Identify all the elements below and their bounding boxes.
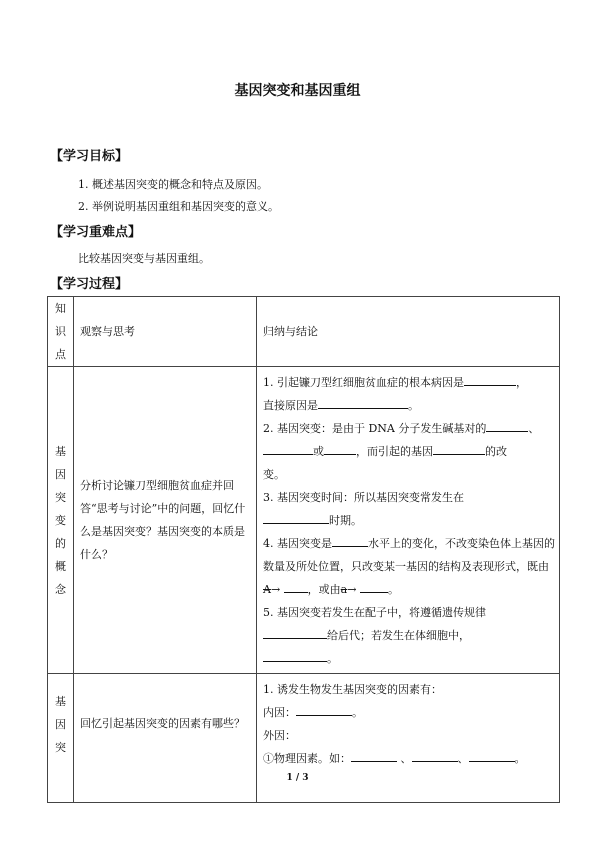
fill-blank[interactable]: [332, 533, 368, 547]
cause-physical: ①物理因素。如： 、 、 。: [263, 747, 559, 770]
page-number: 1 / 3: [286, 773, 309, 783]
section-heading-goals: 【学习目标】: [50, 149, 129, 164]
topic-char: 概: [55, 559, 66, 573]
cause-internal: 内因： 。: [263, 701, 559, 724]
fill-blank[interactable]: [263, 648, 327, 662]
fill-blank[interactable]: [263, 441, 313, 455]
fill-blank[interactable]: [486, 418, 528, 432]
header-knowledge-point: [48, 297, 74, 367]
header-char: 点: [55, 348, 66, 361]
conclusion-cell: [257, 674, 560, 803]
header-char: 识: [55, 325, 66, 338]
fill-blank[interactable]: [318, 395, 408, 409]
fill-blank[interactable]: [469, 748, 515, 762]
arrow-icon: →: [347, 582, 357, 596]
keypoint-text: 比较基因突变与基因重组。: [78, 252, 210, 265]
fill-blank[interactable]: [324, 441, 356, 455]
topic-char: 基: [55, 444, 66, 458]
conclusion-item-5c: 。: [263, 647, 559, 670]
fill-blank[interactable]: [263, 510, 329, 524]
conclusion-item-4b: A→ ，或由a→ 。: [263, 578, 559, 601]
table-row: [48, 367, 560, 674]
section-heading-process: 【学习过程】: [50, 277, 129, 292]
topic-char: 念: [55, 582, 66, 596]
goal-item-1: 1. 概述基因突变的概念和特点及原因。: [78, 178, 268, 191]
conclusion-item-2b: 或 ，而引起的基因 的改: [263, 440, 559, 463]
observe-question: 分析讨论镰刀型细胞贫血症并回答“思考与讨论”中的问题，回忆什么是基因突变？基因突变的本质是什么？: [74, 367, 257, 674]
cause-external: 外因：: [263, 729, 296, 742]
fill-blank[interactable]: [412, 748, 458, 762]
fill-blank[interactable]: [263, 625, 327, 639]
row-topic-gene-mutation-cause: [48, 674, 74, 803]
cause-item-1: 1. 诱发生物发生基因突变的因素有：: [263, 683, 442, 696]
topic-char: 的: [55, 536, 66, 550]
fill-blank[interactable]: [296, 702, 352, 716]
header-char: 知: [55, 302, 66, 315]
fill-blank[interactable]: [464, 372, 516, 386]
topic-char: 突: [55, 490, 66, 504]
conclusion-item-1b: 直接原因是 。: [263, 394, 559, 417]
conclusion-item-3: 3. 基因突变时间：所以基因突变常发生在: [263, 490, 464, 504]
fill-blank[interactable]: [433, 441, 485, 455]
fill-blank[interactable]: [360, 579, 388, 593]
section-heading-keypoints: 【学习重难点】: [50, 225, 142, 240]
topic-char: 因: [55, 718, 66, 731]
header-summary-conclusion: 归纳与结论: [257, 297, 560, 367]
topic-char: 突: [55, 741, 66, 754]
conclusion-item-2: 2. 基因突变：是由于 DNA 分子发生碱基对的 、: [263, 417, 559, 440]
conclusion-item-5b: 给后代；若发生在体细胞中，: [263, 624, 559, 647]
page-title: 基因突变和基因重组: [234, 83, 361, 99]
conclusion-item-1: 1. 引起镰刀型红细胞贫血症的根本病因是 ，: [263, 371, 559, 394]
allele-A: A: [263, 582, 271, 596]
conclusion-item-3b: 时期。: [263, 509, 559, 532]
observe-question: 回忆引起基因突变的因素有哪些？: [74, 674, 257, 803]
allele-a: a: [340, 582, 348, 596]
fill-blank[interactable]: [351, 748, 397, 762]
conclusion-cell: [257, 367, 560, 674]
conclusion-item-4: 4. 基因突变是 水平上的变化，不改变染色体上基因的数量及所处位置，只改变某一基因的结构及表现形式，既由: [263, 532, 559, 578]
conclusion-item-2c: 变。: [263, 467, 285, 481]
topic-char: 变: [55, 513, 66, 527]
conclusion-item-5: 5. 基因突变若发生在配子中，将遵循遗传规律: [263, 605, 486, 619]
topic-char: 基: [55, 695, 66, 708]
fill-blank[interactable]: [284, 579, 308, 593]
goal-item-2: 2. 举例说明基因重组和基因突变的意义。: [78, 200, 279, 213]
header-observe-think: 观察与思考: [74, 297, 257, 367]
table-header-row: [48, 297, 560, 367]
topic-char: 因: [55, 467, 66, 481]
row-topic-gene-mutation-concept: [48, 367, 74, 674]
learning-process-table: [47, 296, 560, 803]
arrow-icon: →: [270, 582, 281, 596]
table-row: [48, 674, 560, 803]
